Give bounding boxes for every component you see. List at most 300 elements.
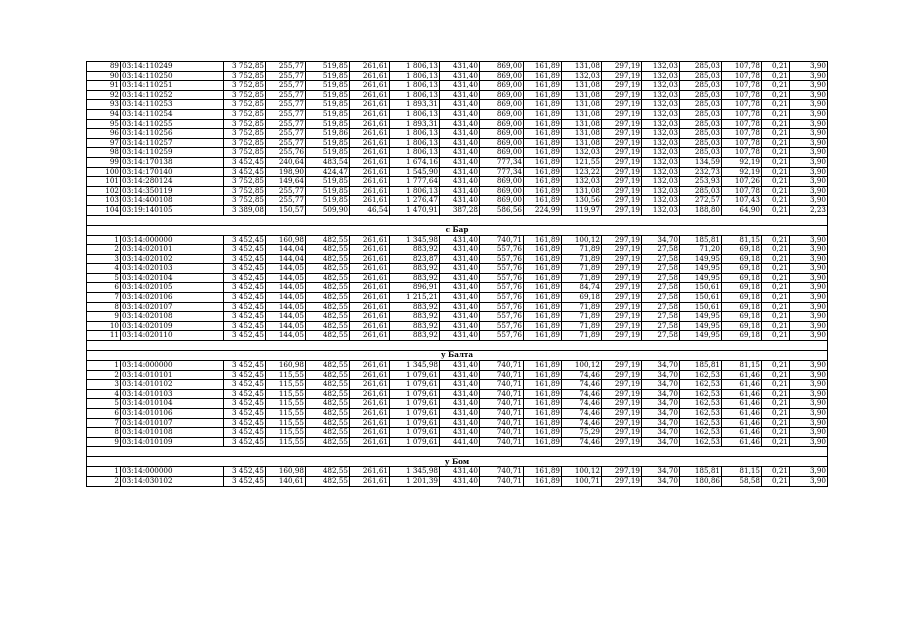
table-cell: 0,21 xyxy=(762,312,790,322)
table-cell: 869,00 xyxy=(480,148,524,158)
table-cell: 161,89 xyxy=(524,331,562,341)
table-cell: 431,40 xyxy=(440,254,480,264)
table-cell: 431,40 xyxy=(440,119,480,129)
table-cell: 34,70 xyxy=(642,428,680,438)
table-cell: 149,95 xyxy=(680,254,722,264)
cadastral-code: 03:14:010103 xyxy=(121,389,224,399)
table-cell: 482,55 xyxy=(306,467,350,477)
table-cell: 431,40 xyxy=(440,81,480,91)
table-cell: 0,21 xyxy=(762,186,790,196)
table-row xyxy=(87,370,828,380)
table-cell: 1 893,31 xyxy=(390,100,440,110)
table-cell: 0,21 xyxy=(762,437,790,447)
table-cell: 0,21 xyxy=(762,302,790,312)
table-cell: 297,19 xyxy=(602,90,642,100)
table-cell: 557,76 xyxy=(480,254,524,264)
table-cell: 3 452,45 xyxy=(224,418,266,428)
table-cell: 261,61 xyxy=(350,264,390,274)
table-cell: 255,76 xyxy=(266,148,306,158)
table-cell: 107,78 xyxy=(722,186,762,196)
table-cell: 3,90 xyxy=(790,389,828,399)
row-number: 6 xyxy=(87,409,121,419)
table-cell: 3 452,45 xyxy=(224,235,266,245)
table-cell: 69,18 xyxy=(722,321,762,331)
table-cell: 557,76 xyxy=(480,283,524,293)
row-number: 4 xyxy=(87,389,121,399)
table-cell: 130,56 xyxy=(562,196,602,206)
table-cell: 482,55 xyxy=(306,370,350,380)
table-cell: 3,90 xyxy=(790,476,828,486)
table-row xyxy=(87,380,828,390)
table-cell: 3,90 xyxy=(790,302,828,312)
cadastral-code: 03:14:110255 xyxy=(121,119,224,129)
table-cell: 61,46 xyxy=(722,418,762,428)
table-cell: 261,61 xyxy=(350,129,390,139)
table-cell: 123,22 xyxy=(562,167,602,177)
table-cell: 0,21 xyxy=(762,283,790,293)
table-cell: 115,55 xyxy=(266,380,306,390)
section-title: с Бар xyxy=(87,225,828,235)
row-number: 89 xyxy=(87,62,121,72)
table-cell: 1 806,13 xyxy=(390,62,440,72)
row-number: 96 xyxy=(87,129,121,139)
table-cell: 3 452,45 xyxy=(224,293,266,303)
table-cell: 149,95 xyxy=(680,321,722,331)
table-cell: 0,21 xyxy=(762,409,790,419)
table-cell: 1 079,61 xyxy=(390,370,440,380)
table-cell: 869,00 xyxy=(480,119,524,129)
table-cell: 160,98 xyxy=(266,235,306,245)
table-cell: 255,77 xyxy=(266,186,306,196)
table-cell: 131,08 xyxy=(562,62,602,72)
table-cell: 71,89 xyxy=(562,264,602,274)
table-cell: 132,03 xyxy=(642,109,680,119)
row-number: 104 xyxy=(87,205,121,215)
table-cell: 134,59 xyxy=(680,157,722,167)
table-cell: 297,19 xyxy=(602,177,642,187)
table-cell: 431,40 xyxy=(440,109,480,119)
table-cell: 261,61 xyxy=(350,389,390,399)
row-number: 5 xyxy=(87,273,121,283)
table-cell: 441,40 xyxy=(440,437,480,447)
table-cell: 162,53 xyxy=(680,437,722,447)
row-number: 5 xyxy=(87,399,121,409)
table-cell: 3,90 xyxy=(790,409,828,419)
table-cell: 0,21 xyxy=(762,467,790,477)
table-row xyxy=(87,389,828,399)
table-cell: 285,03 xyxy=(680,148,722,158)
table-cell: 431,40 xyxy=(440,71,480,81)
table-cell: 509,90 xyxy=(306,205,350,215)
table-row xyxy=(87,196,828,206)
table-cell: 61,46 xyxy=(722,399,762,409)
table-cell: 883,92 xyxy=(390,312,440,322)
table-cell: 431,40 xyxy=(440,62,480,72)
row-number: 99 xyxy=(87,157,121,167)
table-cell: 3,90 xyxy=(790,467,828,477)
table-cell: 144,04 xyxy=(266,245,306,255)
table-row xyxy=(87,90,828,100)
table-cell: 869,00 xyxy=(480,71,524,81)
table-cell: 519,85 xyxy=(306,71,350,81)
table-cell: 149,95 xyxy=(680,312,722,322)
table-cell: 115,55 xyxy=(266,428,306,438)
table-cell: 261,61 xyxy=(350,254,390,264)
table-cell: 261,61 xyxy=(350,331,390,341)
table-cell: 185,81 xyxy=(680,467,722,477)
table-cell: 261,61 xyxy=(350,119,390,129)
table-row xyxy=(87,177,828,187)
table-cell: 740,71 xyxy=(480,399,524,409)
cadastral-code: 03:14:010101 xyxy=(121,370,224,380)
table-cell: 519,85 xyxy=(306,148,350,158)
table-cell: 69,18 xyxy=(562,293,602,303)
table-cell: 0,21 xyxy=(762,71,790,81)
table-cell: 3,90 xyxy=(790,196,828,206)
table-cell: 61,46 xyxy=(722,380,762,390)
table-row xyxy=(87,186,828,196)
table-cell: 3 452,45 xyxy=(224,273,266,283)
cadastral-code: 03:14:010107 xyxy=(121,418,224,428)
table-cell: 132,03 xyxy=(642,62,680,72)
table-cell: 482,55 xyxy=(306,293,350,303)
row-number: 9 xyxy=(87,437,121,447)
table-cell: 255,77 xyxy=(266,138,306,148)
table-row xyxy=(87,467,828,477)
table-row xyxy=(87,71,828,81)
cadastral-code: 03:14:000000 xyxy=(121,361,224,371)
table-cell: 161,89 xyxy=(524,370,562,380)
section-title: у Балта xyxy=(87,351,828,361)
table-cell: 297,19 xyxy=(602,283,642,293)
table-cell: 869,00 xyxy=(480,129,524,139)
row-number: 90 xyxy=(87,71,121,81)
table-cell: 297,19 xyxy=(602,62,642,72)
cadastral-code: 03:14:110256 xyxy=(121,129,224,139)
table-cell: 161,89 xyxy=(524,119,562,129)
cadastral-code: 03:14:010104 xyxy=(121,399,224,409)
table-cell: 71,20 xyxy=(680,245,722,255)
table-cell: 431,40 xyxy=(440,196,480,206)
table-cell: 61,46 xyxy=(722,428,762,438)
table-cell: 92,19 xyxy=(722,167,762,177)
table-cell: 297,19 xyxy=(602,321,642,331)
table-cell: 3 452,45 xyxy=(224,331,266,341)
table-cell: 69,18 xyxy=(722,273,762,283)
table-cell: 297,19 xyxy=(602,380,642,390)
table-cell: 740,71 xyxy=(480,476,524,486)
table-cell: 3,90 xyxy=(790,254,828,264)
table-cell: 198,90 xyxy=(266,167,306,177)
table-cell: 431,40 xyxy=(440,245,480,255)
row-number: 4 xyxy=(87,264,121,274)
cadastral-code: 03:14:020105 xyxy=(121,283,224,293)
table-cell: 482,55 xyxy=(306,389,350,399)
table-cell: 150,61 xyxy=(680,283,722,293)
table-cell: 740,71 xyxy=(480,370,524,380)
table-cell: 297,19 xyxy=(602,428,642,438)
table-cell: 255,77 xyxy=(266,129,306,139)
table-cell: 107,78 xyxy=(722,62,762,72)
table-row xyxy=(87,321,828,331)
table-row xyxy=(87,138,828,148)
table-cell: 740,71 xyxy=(480,235,524,245)
table-cell: 161,89 xyxy=(524,81,562,91)
table-cell: 3 452,45 xyxy=(224,312,266,322)
table-cell: 3,90 xyxy=(790,428,828,438)
table-cell: 3 452,45 xyxy=(224,254,266,264)
table-cell: 869,00 xyxy=(480,100,524,110)
table-cell: 3 752,85 xyxy=(224,119,266,129)
table-cell: 261,61 xyxy=(350,148,390,158)
table-cell: 0,21 xyxy=(762,90,790,100)
table-cell: 883,92 xyxy=(390,302,440,312)
table-cell: 883,92 xyxy=(390,331,440,341)
table-cell: 285,03 xyxy=(680,119,722,129)
table-cell: 297,19 xyxy=(602,370,642,380)
table-cell: 3 452,45 xyxy=(224,157,266,167)
table-cell: 261,61 xyxy=(350,399,390,409)
cadastral-code: 03:14:110253 xyxy=(121,100,224,110)
table-cell: 3 752,85 xyxy=(224,100,266,110)
table-cell: 519,85 xyxy=(306,119,350,129)
table-cell: 3 752,85 xyxy=(224,138,266,148)
table-cell: 1 806,13 xyxy=(390,90,440,100)
table-cell: 261,61 xyxy=(350,380,390,390)
table-cell: 0,21 xyxy=(762,399,790,409)
table-cell: 3 452,45 xyxy=(224,437,266,447)
table-cell: 3,90 xyxy=(790,138,828,148)
table-cell: 740,71 xyxy=(480,409,524,419)
table-cell: 3 752,85 xyxy=(224,129,266,139)
table-cell: 261,61 xyxy=(350,157,390,167)
row-number: 92 xyxy=(87,90,121,100)
table-cell: 3,90 xyxy=(790,245,828,255)
table-cell: 255,77 xyxy=(266,90,306,100)
table-cell: 431,40 xyxy=(440,129,480,139)
table-cell: 162,53 xyxy=(680,370,722,380)
table-cell: 74,46 xyxy=(562,437,602,447)
table-cell: 3 452,45 xyxy=(224,321,266,331)
table-cell: 431,40 xyxy=(440,177,480,187)
table-cell: 161,89 xyxy=(524,100,562,110)
table-cell: 3 452,45 xyxy=(224,467,266,477)
table-cell: 34,70 xyxy=(642,399,680,409)
table-cell: 1 215,21 xyxy=(390,293,440,303)
table-cell: 0,21 xyxy=(762,235,790,245)
table-cell: 431,40 xyxy=(440,331,480,341)
section-spacer xyxy=(87,215,828,225)
section-header xyxy=(87,225,828,235)
table-cell: 188,80 xyxy=(680,205,722,215)
table-cell: 0,21 xyxy=(762,138,790,148)
row-number: 1 xyxy=(87,361,121,371)
table-cell: 1 345,98 xyxy=(390,467,440,477)
table-cell: 3,90 xyxy=(790,283,828,293)
table-cell: 185,81 xyxy=(680,235,722,245)
table-cell: 261,61 xyxy=(350,196,390,206)
table-cell: 161,89 xyxy=(524,428,562,438)
table-cell: 557,76 xyxy=(480,302,524,312)
table-cell: 740,71 xyxy=(480,467,524,477)
table-cell: 131,08 xyxy=(562,100,602,110)
table-cell: 297,19 xyxy=(602,331,642,341)
table-cell: 34,70 xyxy=(642,409,680,419)
table-cell: 431,40 xyxy=(440,321,480,331)
table-cell: 1 806,13 xyxy=(390,129,440,139)
table-cell: 431,40 xyxy=(440,186,480,196)
table-cell: 0,21 xyxy=(762,254,790,264)
table-cell: 162,53 xyxy=(680,428,722,438)
table-cell: 482,55 xyxy=(306,361,350,371)
row-number: 7 xyxy=(87,418,121,428)
table-cell: 519,85 xyxy=(306,177,350,187)
table-cell: 0,21 xyxy=(762,273,790,283)
table-cell: 0,21 xyxy=(762,245,790,255)
table-cell: 107,43 xyxy=(722,196,762,206)
table-cell: 255,77 xyxy=(266,62,306,72)
table-cell: 161,89 xyxy=(524,476,562,486)
table-cell: 144,05 xyxy=(266,293,306,303)
table-cell: 3 752,85 xyxy=(224,71,266,81)
table-cell: 740,71 xyxy=(480,361,524,371)
table-cell: 297,19 xyxy=(602,418,642,428)
table-cell: 69,18 xyxy=(722,302,762,312)
row-number: 95 xyxy=(87,119,121,129)
table-cell: 0,21 xyxy=(762,380,790,390)
row-number: 1 xyxy=(87,235,121,245)
table-row xyxy=(87,81,828,91)
table-cell: 149,95 xyxy=(680,273,722,283)
table-cell: 869,00 xyxy=(480,186,524,196)
table-cell: 132,03 xyxy=(642,177,680,187)
table-cell: 81,15 xyxy=(722,235,762,245)
table-cell: 431,40 xyxy=(440,264,480,274)
section-spacer xyxy=(87,447,828,457)
table-cell: 161,89 xyxy=(524,167,562,177)
table-cell: 27,58 xyxy=(642,283,680,293)
table-row xyxy=(87,312,828,322)
table-cell: 1 079,61 xyxy=(390,409,440,419)
table-cell: 261,61 xyxy=(350,437,390,447)
table-cell: 482,55 xyxy=(306,302,350,312)
table-cell: 100,12 xyxy=(562,467,602,477)
table-cell: 261,61 xyxy=(350,186,390,196)
table-cell: 132,03 xyxy=(642,205,680,215)
table-cell: 519,85 xyxy=(306,90,350,100)
table-cell: 482,55 xyxy=(306,399,350,409)
table-cell: 1 345,98 xyxy=(390,235,440,245)
row-number: 3 xyxy=(87,254,121,264)
table-cell: 3 752,85 xyxy=(224,148,266,158)
table-cell: 0,21 xyxy=(762,157,790,167)
cadastral-code: 03:14:020104 xyxy=(121,273,224,283)
table-row xyxy=(87,167,828,177)
table-cell: 132,03 xyxy=(642,148,680,158)
table-cell: 161,89 xyxy=(524,409,562,419)
table-cell: 161,89 xyxy=(524,138,562,148)
cadastral-code: 03:14:010109 xyxy=(121,437,224,447)
table-cell: 519,86 xyxy=(306,129,350,139)
cadastral-code: 03:14:010106 xyxy=(121,409,224,419)
table-cell: 185,81 xyxy=(680,361,722,371)
table-cell: 519,85 xyxy=(306,81,350,91)
table-cell: 883,92 xyxy=(390,245,440,255)
table-cell: 3 752,85 xyxy=(224,62,266,72)
table-cell: 161,89 xyxy=(524,380,562,390)
table-cell: 161,89 xyxy=(524,129,562,139)
table-cell: 740,71 xyxy=(480,380,524,390)
row-number: 103 xyxy=(87,196,121,206)
table-cell: 431,40 xyxy=(440,90,480,100)
row-number: 2 xyxy=(87,370,121,380)
table-cell: 71,89 xyxy=(562,254,602,264)
cadastral-code: 03:14:010108 xyxy=(121,428,224,438)
table-cell: 69,18 xyxy=(722,293,762,303)
table-cell: 64,90 xyxy=(722,205,762,215)
table-cell: 255,77 xyxy=(266,109,306,119)
table-cell: 131,08 xyxy=(562,129,602,139)
cadastral-code: 03:14:030102 xyxy=(121,476,224,486)
table-cell: 431,40 xyxy=(440,389,480,399)
cadastral-code: 03:14:020108 xyxy=(121,312,224,322)
cadastral-code: 03:14:020102 xyxy=(121,254,224,264)
row-number: 93 xyxy=(87,100,121,110)
table-cell: 161,89 xyxy=(524,71,562,81)
table-cell: 0,21 xyxy=(762,81,790,91)
table-cell: 144,05 xyxy=(266,264,306,274)
table-row xyxy=(87,418,828,428)
table-row xyxy=(87,409,828,419)
table-cell: 1 806,13 xyxy=(390,148,440,158)
row-number: 100 xyxy=(87,167,121,177)
table-cell: 3,90 xyxy=(790,331,828,341)
table-cell: 387,28 xyxy=(440,205,480,215)
table-cell: 557,76 xyxy=(480,331,524,341)
table-cell: 74,46 xyxy=(562,409,602,419)
table-cell: 3 752,85 xyxy=(224,186,266,196)
cadastral-code: 03:14:020103 xyxy=(121,264,224,274)
table-cell: 27,58 xyxy=(642,331,680,341)
table-cell: 131,08 xyxy=(562,81,602,91)
table-cell: 519,85 xyxy=(306,196,350,206)
table-cell: 777,34 xyxy=(480,157,524,167)
table-cell: 74,46 xyxy=(562,370,602,380)
cadastral-code: 03:14:020106 xyxy=(121,293,224,303)
table-cell: 3,90 xyxy=(790,62,828,72)
table-cell: 3 452,45 xyxy=(224,370,266,380)
table-cell: 131,08 xyxy=(562,138,602,148)
table-cell: 132,03 xyxy=(642,157,680,167)
table-cell: 1 806,13 xyxy=(390,138,440,148)
table-cell: 740,71 xyxy=(480,428,524,438)
table-cell: 297,19 xyxy=(602,254,642,264)
row-number: 91 xyxy=(87,81,121,91)
table-cell: 261,61 xyxy=(350,90,390,100)
table-cell: 115,55 xyxy=(266,418,306,428)
table-cell: 161,89 xyxy=(524,109,562,119)
table-cell: 69,18 xyxy=(722,264,762,274)
table-row xyxy=(87,273,828,283)
table-cell: 482,55 xyxy=(306,428,350,438)
table-cell: 115,55 xyxy=(266,399,306,409)
table-cell: 71,89 xyxy=(562,302,602,312)
table-cell: 1 806,13 xyxy=(390,81,440,91)
table-cell: 272,57 xyxy=(680,196,722,206)
section-title: у Бом xyxy=(87,457,828,467)
table-cell: 144,05 xyxy=(266,331,306,341)
table-cell: 3,90 xyxy=(790,264,828,274)
